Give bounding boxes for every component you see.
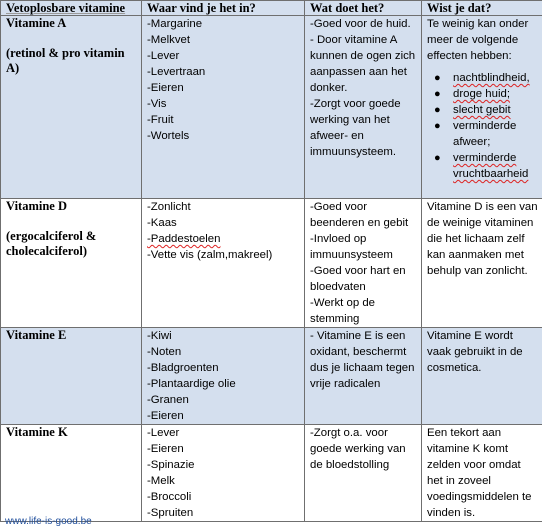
source-item: -Melk <box>147 475 175 487</box>
vitamin-name: Vitamine E <box>6 328 67 342</box>
facts-cell: Vitamine E wordt vaak gebruikt in de cosmetica. <box>422 328 542 425</box>
vitamin-subname: (ergocalciferol & cholecalciferol) <box>6 229 97 258</box>
sources-cell <box>142 328 305 425</box>
header-sources: Waar vind je het in? <box>142 1 305 16</box>
vitamin-name: Vitamine A <box>6 16 67 30</box>
header-facts: Wist je dat? <box>422 1 542 16</box>
footer-url: www.life-is-good.be <box>5 516 92 527</box>
source-item: -Lever <box>147 427 180 439</box>
facts-cell: Vitamine D is een van de weinige vitaminen die het lichaam zelf kan aanmaken met behulp van zonlicht. <box>422 199 542 328</box>
header-vitamine: Vetoplosbare vitamine <box>1 1 142 16</box>
source-item: -Noten <box>147 346 182 358</box>
source-item: -Eieren <box>147 82 184 94</box>
source-item: -Fruit <box>147 114 174 126</box>
header-effects: Wat doet het? <box>305 1 422 16</box>
effect-item: - Door vitamine A kunnen de ogen zich aanpassen aan het donker. <box>310 34 416 94</box>
vitamin-name-cell <box>1 425 142 522</box>
effect-item: -Zorgt voor goede werking van het afweer- en immuunsysteem. <box>310 98 401 158</box>
bullet-icon: ● <box>434 104 441 116</box>
effect-item: -Goed voor hart en bloedvaten <box>310 265 406 293</box>
row-vitamine-k <box>1 425 542 522</box>
source-item: -Eieren <box>147 443 184 455</box>
row-vitamine-e <box>1 328 542 425</box>
fact-bullet-list <box>427 70 538 182</box>
effects-cell <box>305 199 422 328</box>
vitamin-name-cell <box>1 328 142 425</box>
source-item: -Spinazie <box>147 459 195 471</box>
vitamin-name: Vitamine D <box>6 199 67 213</box>
effects-cell: - Vitamine E is een oxidant, beschermt dus je lichaam tegen vrije radicalen <box>305 328 422 425</box>
source-item: -Wortels <box>147 130 190 142</box>
source-item: -Levertraan <box>147 66 206 78</box>
source-item: -Margarine <box>147 18 203 30</box>
source-item: -Plantaardige olie <box>147 378 236 390</box>
fact-bullet: ● droge huid; <box>434 88 510 100</box>
facts-cell: Een tekort aan vitamine K komt zelden voor omdat het in zoveel voedingsmiddelen te vinden is. <box>422 425 542 522</box>
fact-intro: Te weinig kan onder meer de volgende effecten hebben: <box>427 18 529 62</box>
vitamin-subname: (retinol & pro vitamin A) <box>6 46 125 75</box>
effects-cell: -Zorgt o.a. voor goede werking van de bloedstolling <box>305 425 422 522</box>
source-item: -Lever <box>147 50 180 62</box>
effect-item: -Goed voor de huid. <box>310 18 411 30</box>
fact-bullet: ● slecht gebit <box>434 104 511 116</box>
row-vitamine-a <box>1 16 542 199</box>
source-item: -Kiwi <box>147 330 172 342</box>
source-item: -Bladgroenten <box>147 362 219 374</box>
source-item: -Melkvet <box>147 34 191 46</box>
vitamin-name: Vitamine K <box>6 425 68 439</box>
effects-cell <box>305 16 422 199</box>
bullet-icon: ● <box>434 88 441 100</box>
source-item: -Granen <box>147 394 189 406</box>
row-vitamine-d <box>1 199 542 328</box>
source-item: -Spruiten <box>147 507 194 519</box>
vitamin-name-cell <box>1 16 142 199</box>
effect-item: -Goed voor beenderen en gebit <box>310 201 409 229</box>
sources-cell <box>142 199 305 328</box>
sources-cell <box>142 16 305 199</box>
source-item: -Vis <box>147 98 167 110</box>
bullet-icon: ● <box>434 120 441 132</box>
bullet-icon: ● <box>434 152 441 164</box>
header-row <box>1 1 542 16</box>
effect-item: -Werkt op de stemming <box>310 297 375 325</box>
fact-bullet: ● nachtblindheid, <box>434 72 530 84</box>
fact-bullet: ● verminderde afweer; <box>434 120 517 148</box>
source-item: -Zonlicht <box>147 201 191 213</box>
source-item: -Eieren <box>147 410 184 422</box>
source-item: -Vette vis (zalm,makreel) <box>147 249 273 261</box>
source-item: -Kaas <box>147 217 177 229</box>
sources-cell <box>142 425 305 522</box>
source-item: -Paddestoelen <box>147 233 221 245</box>
effect-item: -Invloed op immuunsysteem <box>310 233 393 261</box>
vitamin-name-cell <box>1 199 142 328</box>
bullet-icon: ● <box>434 72 441 84</box>
source-item: -Broccoli <box>147 491 192 503</box>
fact-bullet: ● verminderde vruchtbaarheid <box>434 152 529 180</box>
facts-cell <box>422 16 542 199</box>
